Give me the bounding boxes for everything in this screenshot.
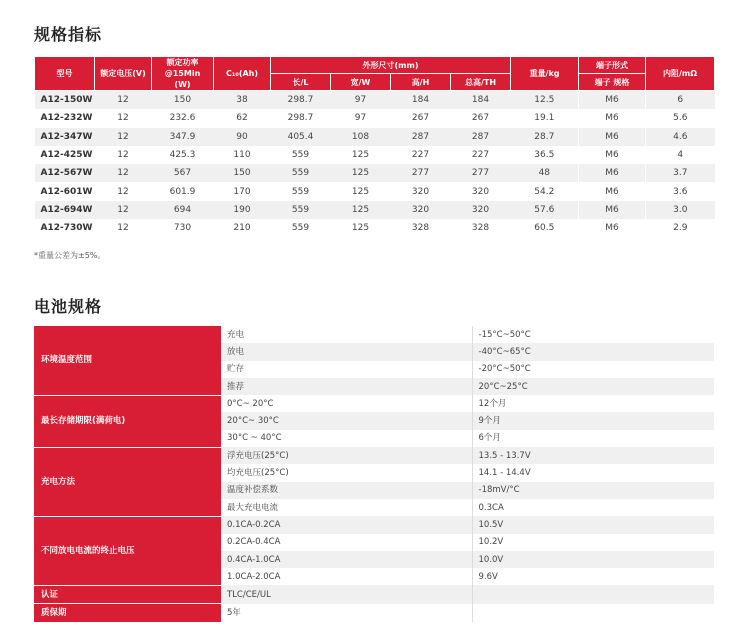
spec-cell-capacity: 170 — [214, 182, 271, 200]
spec-cell-height: 267 — [391, 109, 451, 127]
battery-value: 6个月 — [472, 430, 714, 447]
spec-row — [35, 182, 715, 200]
battery-value: -20°C~50°C — [472, 361, 714, 378]
spec-cell-total-height: 320 — [451, 182, 511, 200]
spec-table — [34, 56, 715, 237]
weight-tolerance-note: *重量公差为±5%。 — [34, 251, 106, 260]
spec-cell-model: A12-694W — [35, 201, 95, 219]
spec-cell-length: 405.4 — [271, 128, 331, 146]
spec-row — [35, 128, 715, 146]
battery-category: 环境温度范围 — [34, 326, 221, 395]
battery-value: 10.5V — [472, 516, 714, 533]
battery-value: 0.3CA — [472, 499, 714, 516]
spec-cell-total-height: 320 — [451, 201, 511, 219]
header-power — [152, 57, 214, 91]
battery-condition: 30°C ~ 40°C — [221, 430, 472, 447]
spec-cell-height: 287 — [391, 128, 451, 146]
spec-cell-length: 559 — [271, 146, 331, 164]
spec-cell-weight: 12.5 — [511, 91, 579, 110]
spec-cell-total-height: 328 — [451, 219, 511, 237]
header-model: 型号 — [35, 57, 95, 91]
battery-category: 不同放电电流的终止电压 — [34, 516, 221, 585]
spec-cell-height: 320 — [391, 201, 451, 219]
spec-cell-width: 108 — [331, 128, 391, 146]
header-width: 宽/W — [331, 74, 391, 91]
spec-cell-voltage: 12 — [95, 146, 152, 164]
battery-condition: 贮存 — [221, 361, 472, 378]
battery-value: -15°C~50°C — [472, 326, 714, 343]
battery-condition: 0.4CA-1.0CA — [221, 551, 472, 568]
header-power-line1: 额定功率 — [166, 58, 199, 67]
spec-cell-terminal: M6 — [579, 128, 646, 146]
battery-value — [472, 604, 714, 622]
battery-value: -40°C~65°C — [472, 343, 714, 360]
spec-cell-model: A12-425W — [35, 146, 95, 164]
spec-cell-model: A12-567W — [35, 164, 95, 182]
battery-value: 9个月 — [472, 412, 714, 429]
spec-cell-terminal: M6 — [579, 219, 646, 237]
battery-value: 12个月 — [472, 395, 714, 412]
header-dimensions: 外形尺寸(mm) — [271, 57, 511, 74]
spec-cell-power: 567 — [152, 164, 214, 182]
spec-row — [35, 164, 715, 182]
spec-cell-voltage: 12 — [95, 109, 152, 127]
battery-spec-row — [34, 516, 714, 533]
spec-cell-width: 125 — [331, 164, 391, 182]
spec-cell-length: 298.7 — [271, 91, 331, 110]
spec-cell-power: 601.9 — [152, 182, 214, 200]
spec-cell-model: A12-730W — [35, 219, 95, 237]
battery-spec-body — [34, 326, 714, 622]
battery-value: 14.1 - 14.4V — [472, 464, 714, 481]
spec-cell-terminal: M6 — [579, 109, 646, 127]
spec-cell-height: 184 — [391, 91, 451, 110]
spec-cell-model: A12-347W — [35, 128, 95, 146]
spec-cell-capacity: 62 — [214, 109, 271, 127]
spec-cell-terminal: M6 — [579, 182, 646, 200]
spec-row — [35, 146, 715, 164]
header-capacity: C₁₀(Ah) — [214, 57, 271, 91]
spec-cell-power: 232.6 — [152, 109, 214, 127]
spec-cell-terminal: M6 — [579, 146, 646, 164]
spec-cell-height: 328 — [391, 219, 451, 237]
battery-value: 20°C~25°C — [472, 378, 714, 395]
battery-condition: 1.0CA-2.0CA — [221, 568, 472, 585]
battery-condition: 温度补偿系数 — [221, 482, 472, 499]
header-height: 高/H — [391, 74, 451, 91]
spec-section-title: 规格指标 — [34, 25, 103, 44]
spec-cell-model: A12-232W — [35, 109, 95, 127]
spec-cell-height: 320 — [391, 182, 451, 200]
battery-spec-row — [34, 604, 714, 622]
spec-cell-weight: 60.5 — [511, 219, 579, 237]
spec-cell-weight: 57.6 — [511, 201, 579, 219]
battery-spec-table — [34, 326, 714, 623]
battery-spec-row — [34, 395, 714, 412]
spec-cell-length: 559 — [271, 219, 331, 237]
header-terminal-sub: 端子 规格 — [579, 74, 646, 91]
battery-condition: 20°C~ 30°C — [221, 412, 472, 429]
spec-cell-power: 425.3 — [152, 146, 214, 164]
spec-cell-length: 559 — [271, 201, 331, 219]
spec-row — [35, 219, 715, 237]
battery-category: 认证 — [34, 585, 221, 603]
spec-cell-capacity: 90 — [214, 128, 271, 146]
spec-cell-weight: 54.2 — [511, 182, 579, 200]
spec-cell-voltage: 12 — [95, 182, 152, 200]
battery-condition: 0°C~ 20°C — [221, 395, 472, 412]
battery-condition: 0.2CA-0.4CA — [221, 534, 472, 551]
battery-value: 13.5 - 13.7V — [472, 447, 714, 464]
spec-cell-resistance: 4.6 — [646, 128, 715, 146]
spec-cell-width: 125 — [331, 219, 391, 237]
spec-cell-voltage: 12 — [95, 91, 152, 110]
spec-cell-total-height: 227 — [451, 146, 511, 164]
battery-condition: 5年 — [221, 604, 472, 622]
header-power-line2: @15Min — [164, 69, 201, 78]
spec-cell-power: 150 — [152, 91, 214, 110]
spec-cell-weight: 19.1 — [511, 109, 579, 127]
battery-value — [472, 585, 714, 603]
spec-cell-width: 97 — [331, 91, 391, 110]
spec-cell-weight: 36.5 — [511, 146, 579, 164]
spec-cell-capacity: 190 — [214, 201, 271, 219]
battery-category: 充电方法 — [34, 447, 221, 516]
battery-condition: 0.1CA-0.2CA — [221, 516, 472, 533]
spec-cell-model: A12-601W — [35, 182, 95, 200]
spec-cell-model: A12-150W — [35, 91, 95, 110]
spec-cell-total-height: 267 — [451, 109, 511, 127]
battery-value: -18mV/°C — [472, 482, 714, 499]
header-power-line3: (W) — [174, 80, 191, 89]
spec-cell-resistance: 2.9 — [646, 219, 715, 237]
header-terminal-group: 端子形式 — [579, 57, 646, 74]
spec-cell-voltage: 12 — [95, 128, 152, 146]
spec-cell-voltage: 12 — [95, 164, 152, 182]
spec-cell-height: 227 — [391, 146, 451, 164]
spec-row — [35, 201, 715, 219]
spec-cell-resistance: 3.0 — [646, 201, 715, 219]
spec-cell-width: 125 — [331, 201, 391, 219]
header-weight: 重量/kg — [511, 57, 579, 91]
spec-cell-terminal: M6 — [579, 91, 646, 110]
spec-cell-capacity: 150 — [214, 164, 271, 182]
battery-condition: 充电 — [221, 326, 472, 343]
header-length: 长/L — [271, 74, 331, 91]
spec-cell-resistance: 5.6 — [646, 109, 715, 127]
battery-value: 9.6V — [472, 568, 714, 585]
spec-cell-capacity: 38 — [214, 91, 271, 110]
spec-cell-weight: 28.7 — [511, 128, 579, 146]
spec-cell-height: 277 — [391, 164, 451, 182]
spec-cell-terminal: M6 — [579, 164, 646, 182]
spec-cell-resistance: 3.6 — [646, 182, 715, 200]
spec-cell-voltage: 12 — [95, 219, 152, 237]
spec-cell-terminal: M6 — [579, 201, 646, 219]
battery-value: 10.0V — [472, 551, 714, 568]
spec-cell-length: 298.7 — [271, 109, 331, 127]
spec-cell-width: 125 — [331, 146, 391, 164]
spec-cell-weight: 48 — [511, 164, 579, 182]
spec-cell-power: 730 — [152, 219, 214, 237]
spec-cell-length: 559 — [271, 164, 331, 182]
spec-cell-capacity: 210 — [214, 219, 271, 237]
header-resistance: 内阻/mΩ — [646, 57, 715, 91]
spec-cell-total-height: 277 — [451, 164, 511, 182]
spec-cell-total-height: 184 — [451, 91, 511, 110]
spec-cell-power: 694 — [152, 201, 214, 219]
spec-cell-power: 347.9 — [152, 128, 214, 146]
battery-condition: 放电 — [221, 343, 472, 360]
battery-category: 质保期 — [34, 604, 221, 622]
spec-cell-total-height: 287 — [451, 128, 511, 146]
battery-condition: 均充电压(25°C) — [221, 464, 472, 481]
spec-cell-resistance: 6 — [646, 91, 715, 110]
battery-spec-row — [34, 326, 714, 343]
battery-category: 最长存储期限(满荷电) — [34, 395, 221, 447]
spec-cell-width: 97 — [331, 109, 391, 127]
spec-table-body — [35, 91, 715, 238]
battery-spec-row — [34, 585, 714, 603]
spec-cell-length: 559 — [271, 182, 331, 200]
spec-row — [35, 109, 715, 127]
battery-condition: 浮充电压(25°C) — [221, 447, 472, 464]
spec-cell-resistance: 3.7 — [646, 164, 715, 182]
battery-value: 10.2V — [472, 534, 714, 551]
battery-condition: 推荐 — [221, 378, 472, 395]
spec-cell-capacity: 110 — [214, 146, 271, 164]
spec-cell-resistance: 4 — [646, 146, 715, 164]
spec-cell-voltage: 12 — [95, 201, 152, 219]
battery-condition: 最大充电电流 — [221, 499, 472, 516]
battery-spec-row — [34, 447, 714, 464]
spec-cell-width: 125 — [331, 182, 391, 200]
spec-row — [35, 91, 715, 110]
header-total-height: 总高/TH — [451, 74, 511, 91]
battery-section-title: 电池规格 — [34, 297, 103, 316]
battery-condition: TLC/CE/UL — [221, 585, 472, 603]
header-voltage: 额定电压(V) — [95, 57, 152, 91]
